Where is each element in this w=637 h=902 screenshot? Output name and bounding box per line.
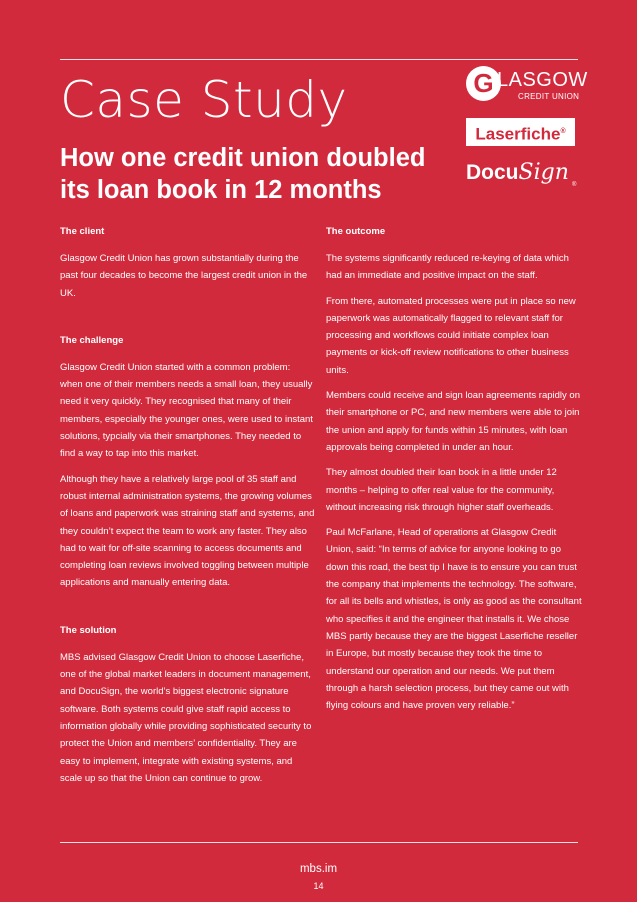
bottom-divider	[60, 842, 578, 843]
docusign-registered-mark: ®	[572, 182, 577, 188]
laserfiche-registered-mark: ®	[560, 128, 566, 135]
page-number: 14	[313, 881, 324, 891]
left-column	[60, 224, 315, 787]
footer-url: mbs.im	[299, 863, 338, 875]
paragraph: The systems significantly reduced re-keying of data which had an immediate and positive impact on the staff.	[326, 253, 569, 282]
paragraph: MBS advised Glasgow Credit Union to choose Laserfiche, one of the global market leaders in document management, and DocuSign, the world’s biggest electronic signature software. Both systems could give staff rapid access to information globally while providing sophisticated security to protect the Union and members’ confidentiality. They are easy to implement, integrate with existing systems, and scale up so that the Union can continue to grow.	[60, 651, 312, 784]
paragraph: They almost doubled their loan book in a little under 12 months – helping to offer real value for the community, without increasing risk through higher staff overheads.	[326, 467, 557, 513]
glasgow-logo-word: LASGOW	[497, 69, 588, 91]
section-heading-solution: The solution	[60, 624, 117, 636]
headline: How one credit union doubled its loan book in 12 months	[60, 144, 426, 204]
laserfiche-logo	[466, 118, 575, 146]
laserfiche-logo-text: Laserfiche	[475, 124, 561, 144]
top-divider	[60, 59, 578, 60]
paragraph: Although they have a relatively large pool of 35 staff and robust internal administration systems, the growing volumes of loans and paperwork was straining staff and systems, and they couldn’t expect the team to work any faster. They also had to wait for off-site scanning to access documents and completing loan reviews involved toggling between multiple applications and manually entering data.	[60, 473, 315, 589]
docusign-logo-sign: Sign	[518, 160, 569, 185]
docusign-logo	[466, 160, 586, 192]
section-heading-challenge: The challenge	[60, 334, 124, 346]
quote-paragraph: Paul McFarlane, Head of operations at Glasgow Credit Union, said: “In terms of advice for anyone looking to go down this road, the best tip I have is to ensure you can trust the company that implements the technology. The software, for all its bells and whistles, is only as good as the consultant who specifies it and the engineer that installs it. We chose MBS partly because they are the biggest Laserfiche reseller in Europe, but mostly because they took the time to understand our operation and our needs. We put them through a harsh selection process, but they came out with flying colours and have proven very reliable.”	[326, 527, 582, 712]
paragraph: Glasgow Credit Union started with a common problem: when one of their members needs a small loan, they usually need it very quickly. They recognised that many of their members, especially the younger ones, were used to instant solutions, typcially via their smartphones. They needed to find a way to tap into this market.	[60, 361, 313, 460]
docusign-logo-docu: Docu	[466, 161, 519, 184]
section-heading-outcome: The outcome	[326, 226, 386, 237]
glasgow-logo-initial: G	[466, 66, 501, 101]
glasgow-credit-union-logo	[466, 66, 588, 106]
paragraph: Glasgow Credit Union has grown substantially during the past four decades to become the largest credit union in the UK.	[60, 253, 308, 299]
glasgow-logo-subtitle: CREDIT UNION	[518, 92, 580, 101]
right-column	[326, 224, 582, 714]
paragraph: From there, automated processes were put in place so new paperwork was automatically flagged to relevant staff for processing and workflows could initiate complex loan payments or kick-off review notifications to other business units.	[326, 295, 576, 376]
page-title: Case Study	[60, 71, 348, 129]
paragraph: Members could receive and sign loan agreements rapidly on their smartphone or PC, and new members were able to join the union and apply for funds within 15 minutes, with loan approvals being completed in under an hour.	[326, 390, 580, 453]
section-heading-client: The client	[60, 226, 105, 237]
